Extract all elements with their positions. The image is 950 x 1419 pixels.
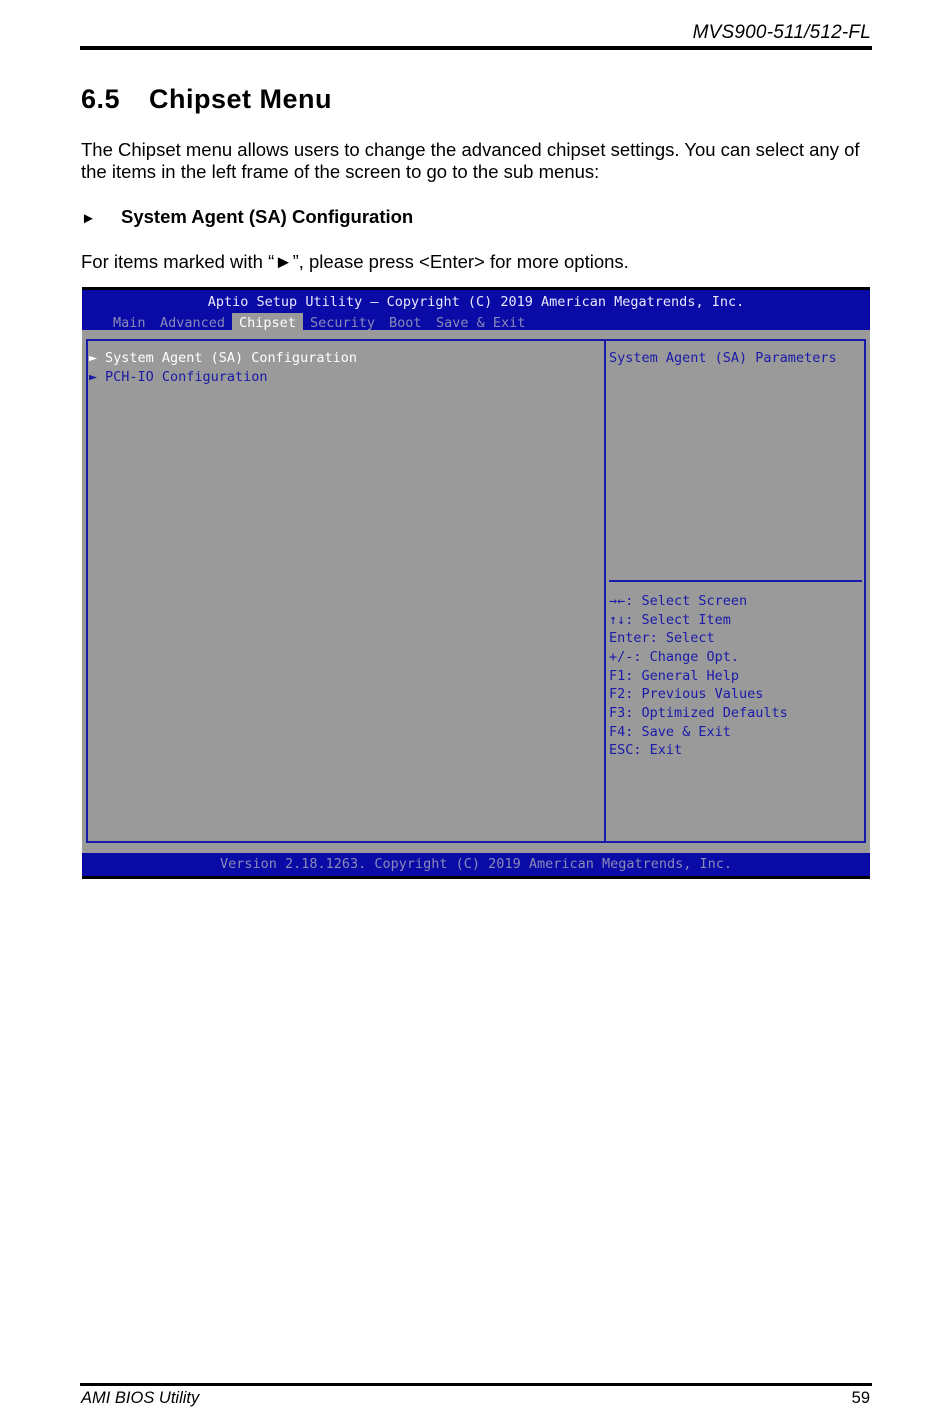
tab-save-exit[interactable]: Save & Exit <box>436 315 526 331</box>
section-title: Chipset Menu <box>149 84 333 114</box>
tab-chipset[interactable]: Chipset <box>232 313 303 333</box>
key-enter: Enter: Select <box>609 630 715 646</box>
submenu-arrow-icon: ► <box>89 350 98 366</box>
key-select-item: ↑↓: Select Item <box>609 612 731 628</box>
footer-rule <box>80 1383 872 1386</box>
key-esc-exit: ESC: Exit <box>609 742 683 758</box>
bios-bottom-bar <box>82 853 870 879</box>
bios-screenshot <box>82 287 870 879</box>
bios-title: Aptio Setup Utility – Copyright (C) 2019 American Megatrends, Inc. <box>207 294 745 310</box>
menu-item-label: PCH-IO Configuration <box>105 369 268 385</box>
page-number: 59 <box>851 1389 870 1407</box>
bios-help-text: System Agent (SA) Parameters <box>609 350 837 366</box>
submenu-bullet <box>81 206 413 228</box>
intro-paragraph: The Chipset menu allows users to change the advanced chipset settings. You can select any of the items in the left frame of the screen to go to the sub menus: <box>81 139 860 182</box>
bios-version: Version 2.18.1263. Copyright (C) 2019 American Megatrends, Inc. <box>219 856 733 872</box>
section-heading <box>81 84 332 115</box>
note-paragraph: For items marked with “►”, please press <Enter> for more options. <box>81 251 629 272</box>
key-save-exit: F4: Save & Exit <box>609 724 731 740</box>
bios-left-frame <box>86 339 604 843</box>
footer-chapter: AMI BIOS Utility <box>81 1389 200 1407</box>
key-general-help: F1: General Help <box>609 668 740 684</box>
tab-boot[interactable]: Boot <box>389 315 422 331</box>
menu-item-pch-io[interactable] <box>89 369 268 385</box>
menu-item-label: System Agent (SA) Configuration <box>105 350 357 366</box>
key-optimized-defaults: F3: Optimized Defaults <box>609 705 788 721</box>
document-title: MVS900-511/512-FL <box>692 22 871 43</box>
submenu-arrow-icon: ► <box>89 369 98 385</box>
bios-help-separator <box>609 580 862 582</box>
tab-main[interactable]: Main <box>113 315 146 331</box>
section-number: 6.5 <box>81 84 121 114</box>
tab-security[interactable]: Security <box>310 315 376 331</box>
menu-item-system-agent[interactable] <box>89 350 357 366</box>
bullet-arrow-icon: ► <box>81 210 96 227</box>
tab-advanced[interactable]: Advanced <box>160 315 226 331</box>
key-select-screen: →←: Select Screen <box>609 593 748 609</box>
bullet-text: System Agent (SA) Configuration <box>121 206 414 227</box>
bios-right-frame <box>606 339 866 843</box>
key-previous-values: F2: Previous Values <box>609 686 764 702</box>
bios-top-bar <box>82 287 870 330</box>
key-change-opt: +/-: Change Opt. <box>609 649 740 665</box>
header-rule <box>80 46 872 50</box>
